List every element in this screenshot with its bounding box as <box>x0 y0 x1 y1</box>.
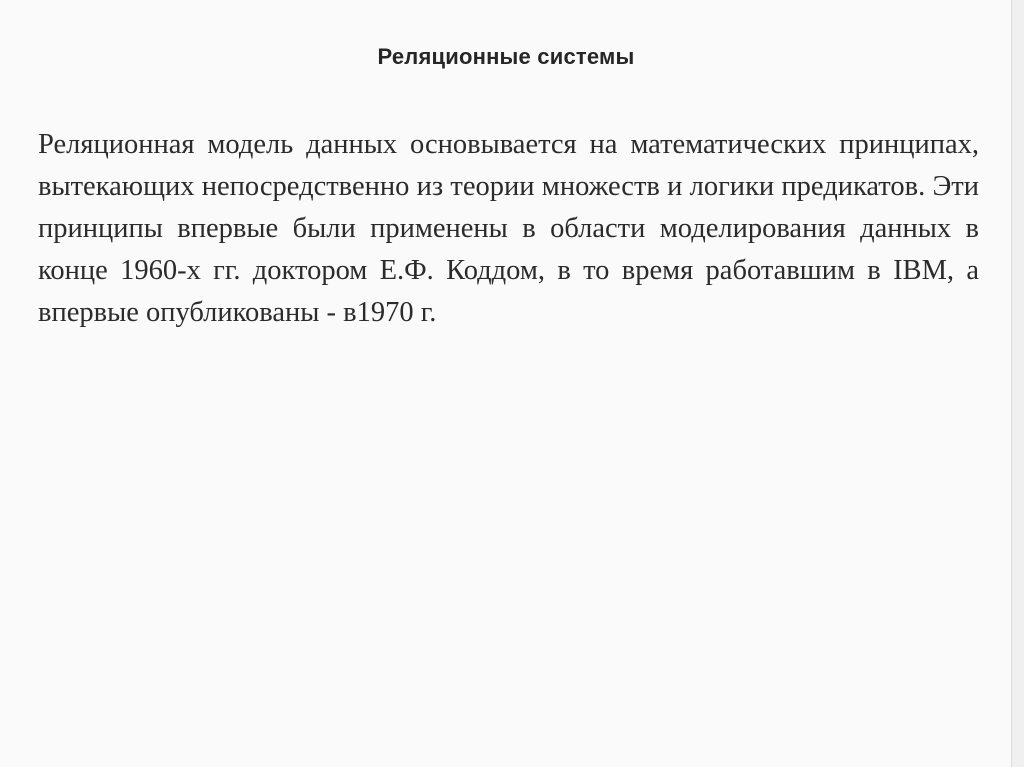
slide-body-text: Реляционная модель данных основывается на математических принципах, вытекающих непосредственно из теории множеств и логики предикатов. Эти принципы впервые были применены в области моделирования данных в конце 1960-х гг. доктором Е.Ф. Коддом, в то время работавшим в IBM, а впервые опубликованы - в1970 г. <box>38 129 979 328</box>
page-edge <box>1011 0 1024 767</box>
slide-title: Реляционные системы <box>377 44 635 69</box>
